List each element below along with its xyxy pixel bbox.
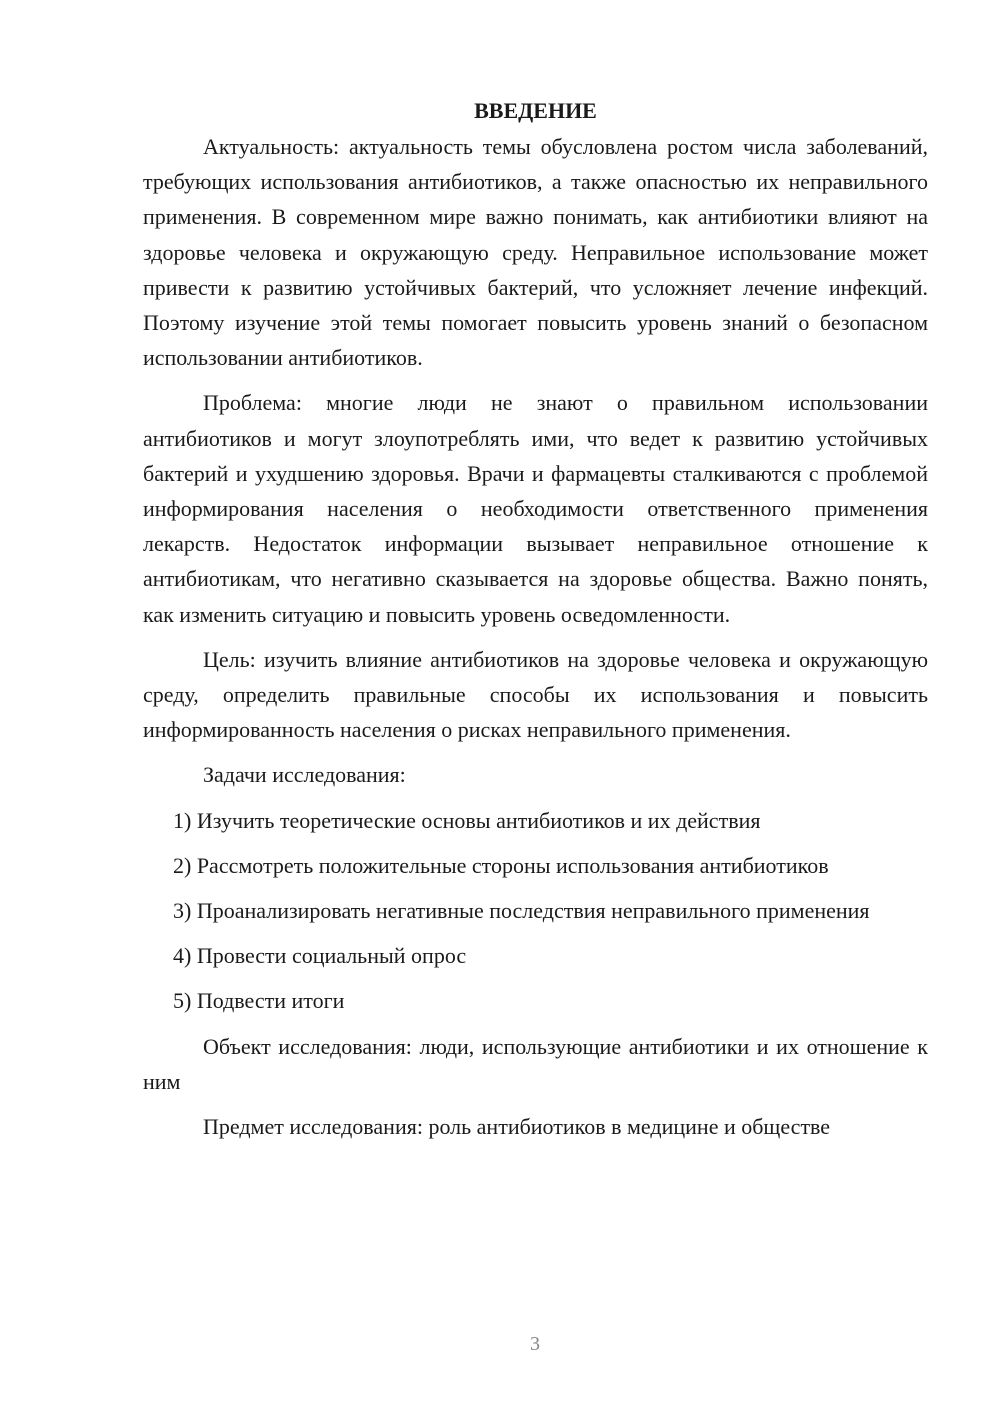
section-heading: ВВЕДЕНИЕ [474,98,597,123]
paragraph-subject: Предмет исследования: роль антибиотиков в медицине и обществе [203,1114,831,1140]
paragraph-relevance: Актуальность: актуальность темы обусловлена ростом числа заболеваний, требующих использования антибиотиков, а также опасностью их неправильного применения. В современном мире важно понимать, как антибиотики влияют на здоровье человека и окружающую среду. Неправильное использование может привести к развитию устойчивых бактерий, что усложняет лечение инфекций. Поэтому изучение этой темы помогает повысить уровень знаний о безопасном использовании антибиотиков. [143,134,928,371]
page-number: 3 [530,1333,540,1355]
paragraph-object: Объект исследования: люди, использующие антибиотики и их отношение к ним [143,1033,928,1094]
task-item-4: 4) Провести социальный опрос [173,943,467,969]
task-item-5: 5) Подвести итоги [173,988,345,1014]
task-item-2: 2) Рассмотреть положительные стороны использования антибиотиков [173,852,829,878]
task-item-3: 3) Проанализировать негативные последствия неправильного применения [173,898,870,924]
task-item-1: 1) Изучить теоретические основы антибиотиков и их действия [173,807,761,833]
paragraph-tasks-title: Задачи исследования: [203,762,406,788]
page-content [143,93,928,1144]
paragraph-goal: Цель: изучить влияние антибиотиков на здоровье человека и окружающую среду, определить правильные способы их использования и повысить информированность населения о рисках неправильного применения. [143,646,928,743]
paragraph-problem: Проблема: многие люди не знают о правильном использовании антибиотиков и могут злоупотреблять ими, что ведет к развитию устойчивых бактерий и ухудшению здоровья. Врачи и фармацевты сталкиваются с проблемой информирования населения о необходимости ответственного применения лекарств. Недостаток информации вызывает неправильное отношение к антибиотикам, что негативно сказывается на здоровье общества. Важно понять, как изменить ситуацию и повысить уровень осведомленности. [143,390,928,627]
